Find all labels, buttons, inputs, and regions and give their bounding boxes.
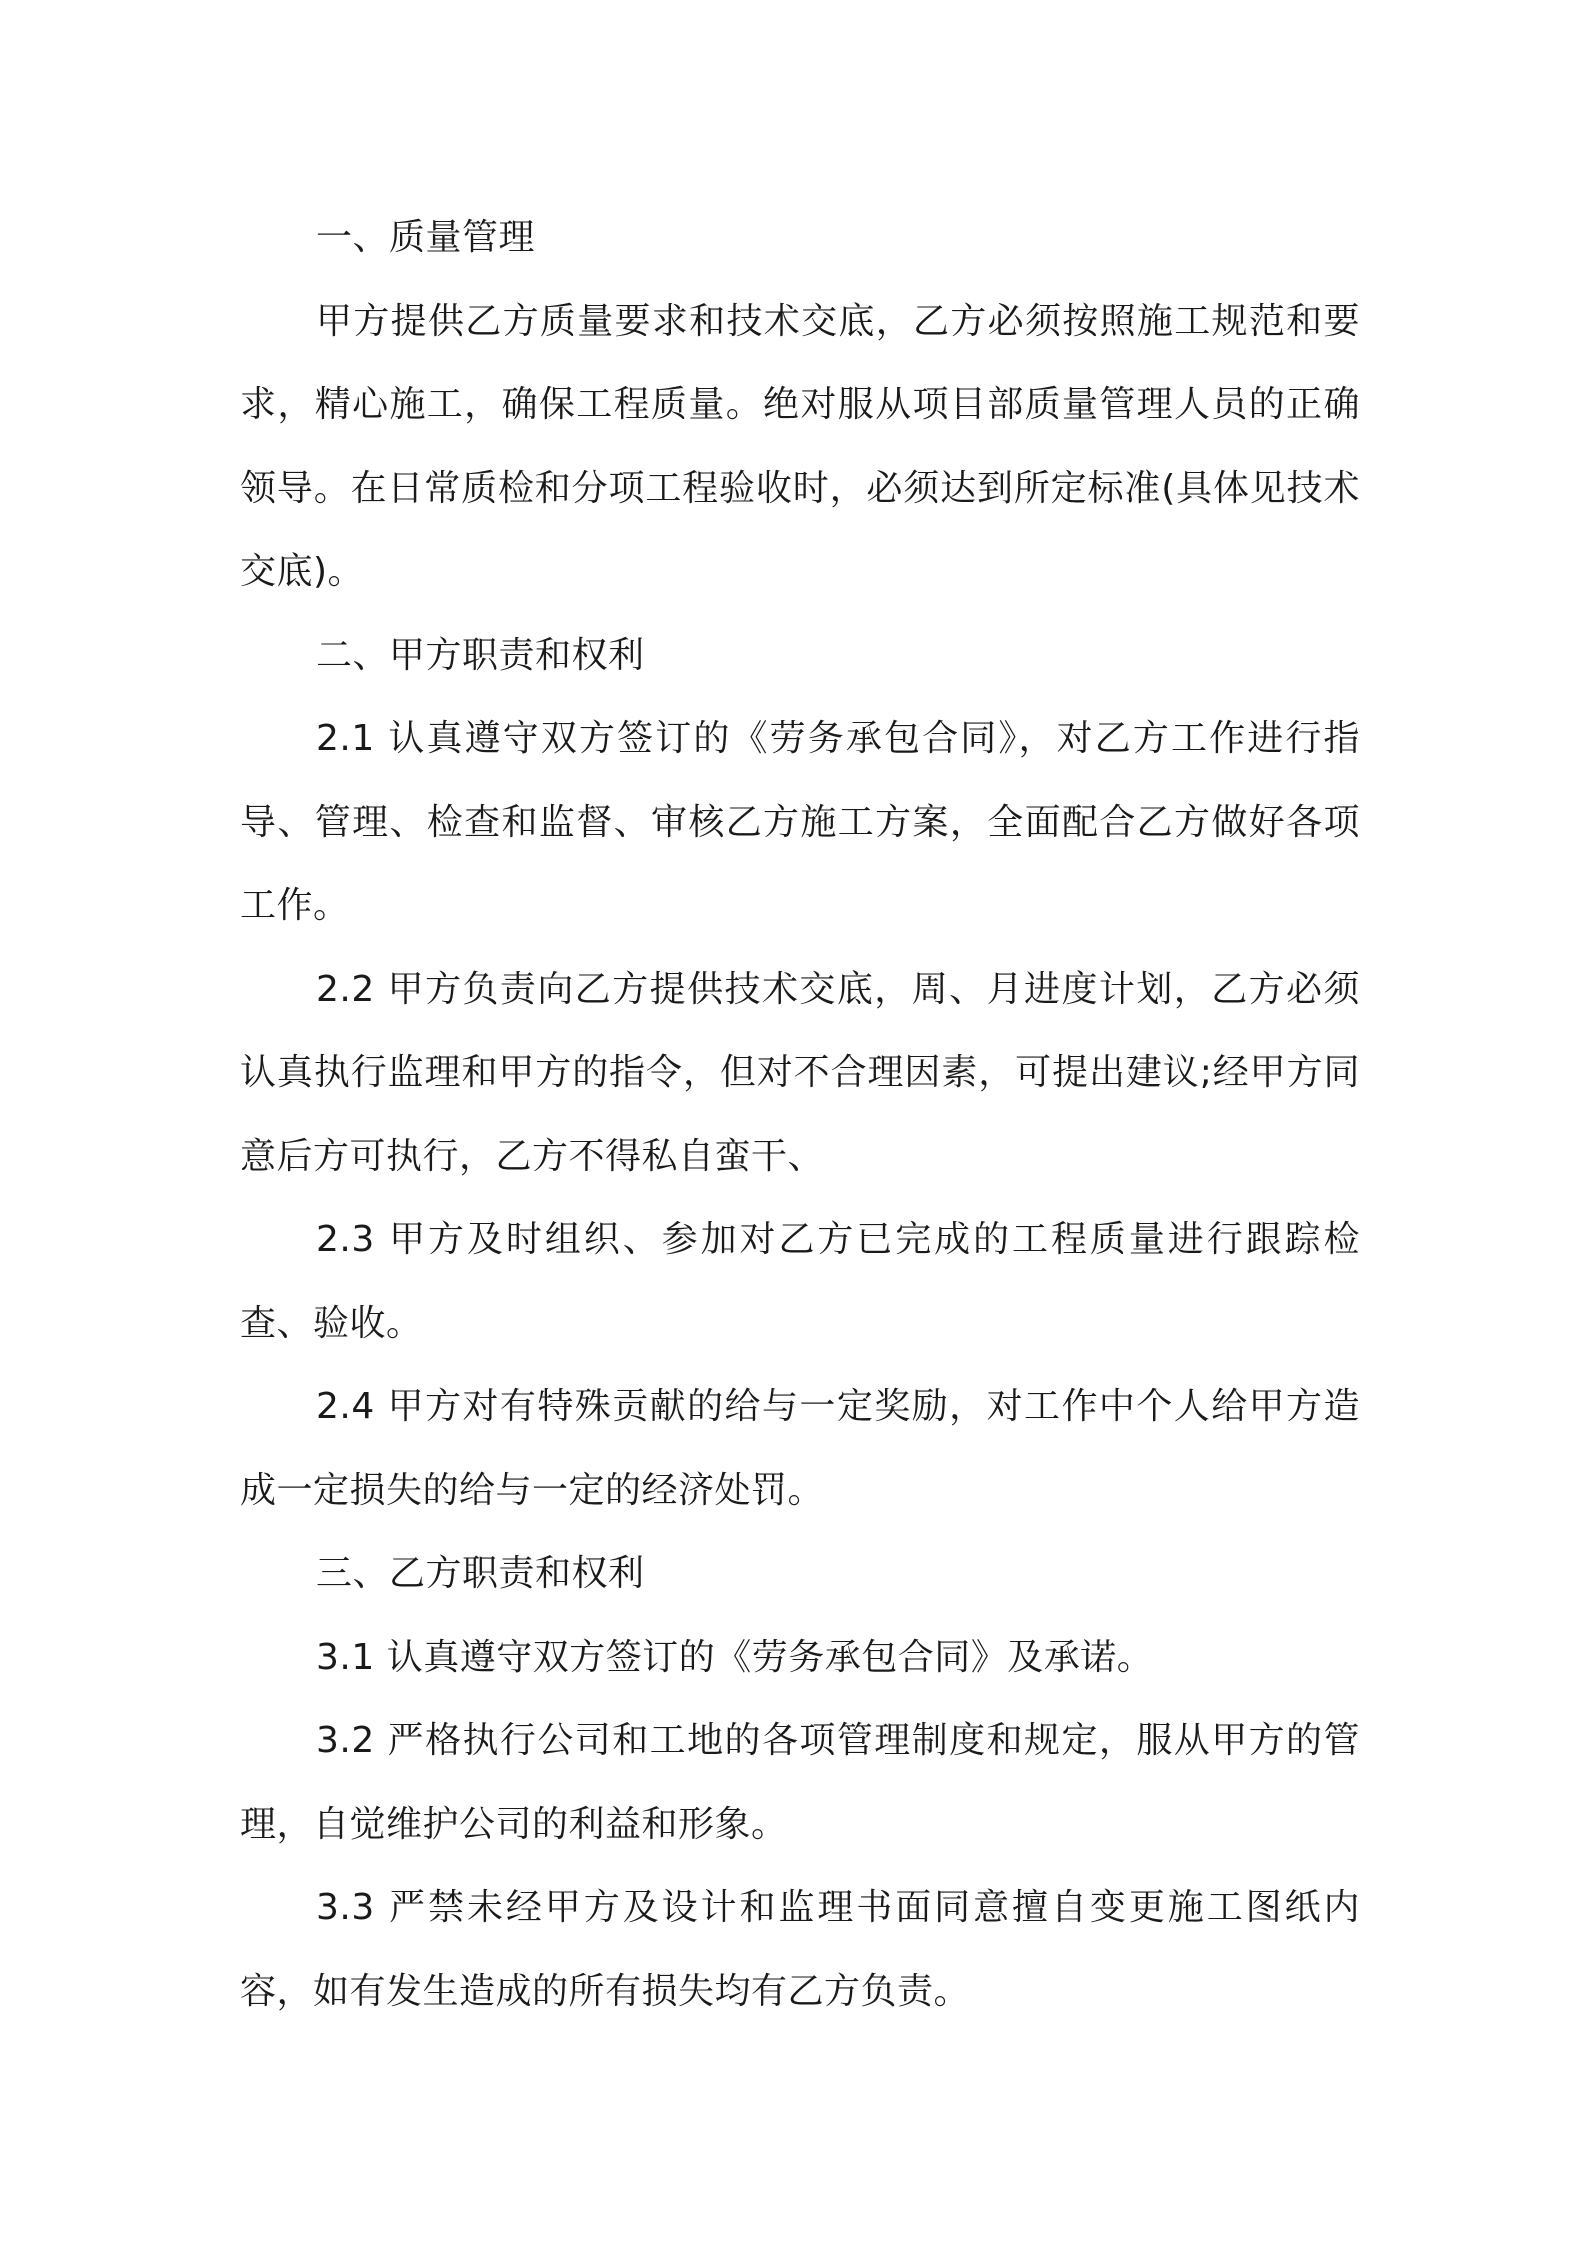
paragraph-2-1: 2.1 认真遵守双方签订的《劳务承包合同》，对乙方工作进行指导、管理、检查和监督、审核乙方施工方案，全面配合乙方做好各项工作。 xyxy=(240,718,1360,926)
document-body xyxy=(240,196,1360,2033)
section-heading-party-b: 三、乙方职责和权利 xyxy=(316,1553,645,1594)
paragraph-2-3: 2.3 甲方及时组织、参加对乙方已完成的工程质量进行跟踪检查、验收。 xyxy=(240,1219,1360,1344)
section-heading-quality: 一、质量管理 xyxy=(316,217,536,258)
paragraph-2-4: 2.4 甲方对有特殊贡献的给与一定奖励，对工作中个人给甲方造成一定损失的给与一定的经济处罚。 xyxy=(240,1386,1360,1511)
paragraph-2-2: 2.2 甲方负责向乙方提供技术交底，周、月进度计划，乙方必须认真执行监理和甲方的指令，但对不合理因素，可提出建议;经甲方同意后方可执行，乙方不得私自蛮干、 xyxy=(240,968,1360,1177)
paragraph-3-2: 3.2 严格执行公司和工地的各项管理制度和规定，服从甲方的管理，自觉维护公司的利益和形象。 xyxy=(240,1720,1360,1845)
paragraph-quality: 甲方提供乙方质量要求和技术交底，乙方必须按照施工规范和要求，精心施工，确保工程质量。绝对服从项目部质量管理人员的正确领导。在日常质检和分项工程验收时，必须达到所定标准(具体见技术交底)。 xyxy=(240,300,1360,592)
paragraph-3-3: 3.3 严禁未经甲方及设计和监理书面同意擅自变更施工图纸内容，如有发生造成的所有损失均有乙方负责。 xyxy=(240,1887,1360,2012)
section-heading-party-a: 二、甲方职责和权利 xyxy=(316,634,645,676)
paragraph-3-1: 3.1 认真遵守双方签订的《劳务承包合同》及承诺。 xyxy=(316,1636,1154,1678)
